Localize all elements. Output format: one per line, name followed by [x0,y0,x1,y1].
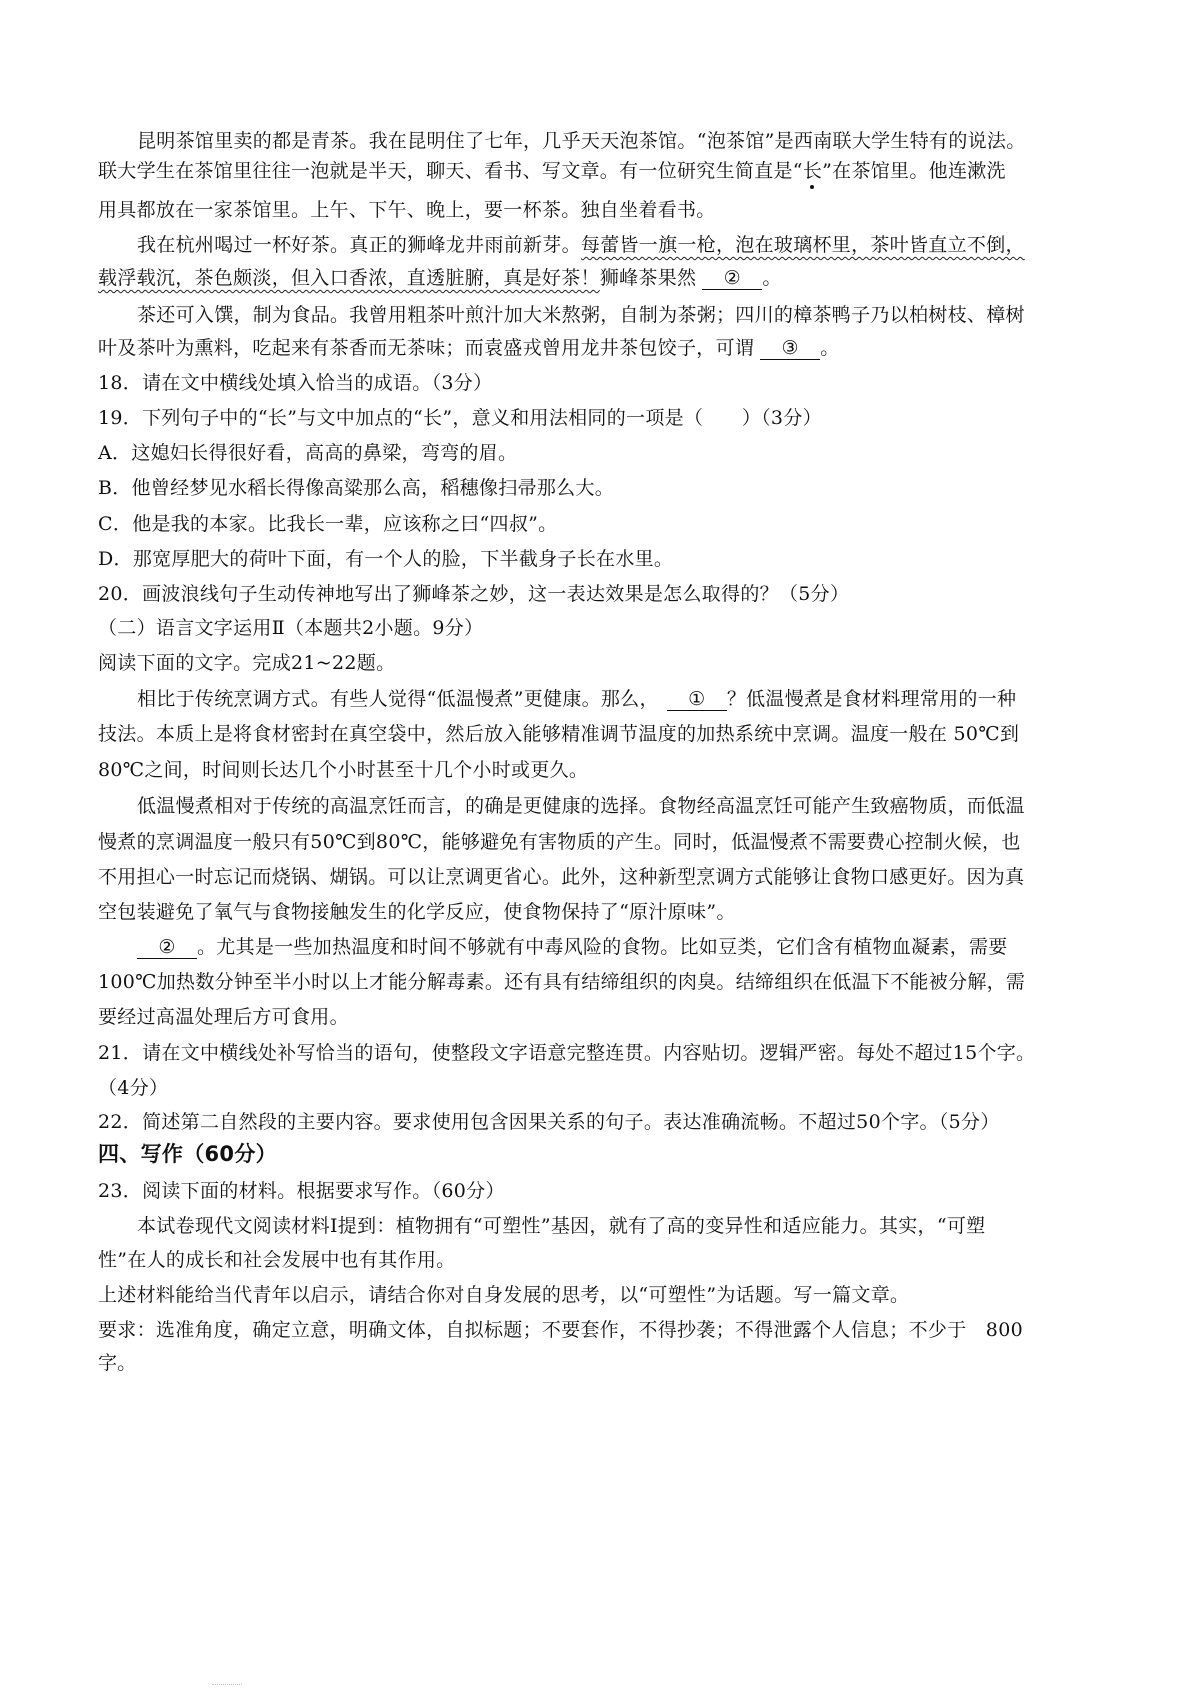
passage-line [98,335,1118,361]
passage-line: 80℃之间，时间则长达几个小时甚至十几个小时或更久。 [98,759,589,781]
material-line: 性”在人的成长和社会发展中也有其作用。 [98,1249,456,1271]
passage-line: 空包装避免了氧气与食物接触发生的化学反应，使食物保持了“原汁原味”。 [98,901,736,923]
passage-line [137,302,1118,328]
option-b: B．他曾经梦见水稻长得像高粱那么高，稻穗像扫帚那么大。 [98,477,615,499]
section-heading: （二）语言文字运用Ⅱ（本题共2小题。9分） [98,617,484,639]
question-19: 19．下列句子中的“长”与文中加点的“长”，意义和用法相同的一项是（ ）（3分） [98,407,822,429]
option-d: D．那宽厚肥大的荷叶下面，有一个人的脸，下半截身子长在水里。 [98,548,674,570]
text: 。尤其是一些加热温度和时间不够就有中毒风险的食物。比如豆类，它们含有植物血凝素，需要 [197,936,1008,958]
dotted-character: 长 [802,160,823,182]
text: 我在杭州喝过一杯好茶。真正的狮峰龙井雨前新芽。 [137,234,581,256]
wavy-underlined-sentence: 每蕾皆一旗一枪，泡在玻璃杯里，茶叶皆直立不倒， [580,234,1025,256]
question-23: 23．阅读下面的材料。根据要求写作。（60分） [98,1180,505,1202]
answer-blank[interactable]: ② [702,267,762,290]
passage-line: 要经过高温处理后方可食用。 [98,1006,349,1028]
passage-line [137,934,1118,960]
passage-line [98,265,1118,291]
text: ”在茶馆里。他连漱洗 [822,160,1006,182]
text: ？低温慢煮是食材料理常用的一种 [726,688,1017,710]
text: 相比于传统烹调方式。有些人觉得“低温慢煮”更健康。那么， [137,688,659,710]
writing-requirements: 字。 [98,1352,137,1374]
page-mark [212,1684,242,1686]
passage-line: 技法。本质上是将食材密封在真空袋中，然后放入能够精准调节温度的加热系统中烹调。温度一般在 50℃到 [98,723,1020,745]
wavy-underlined-sentence: 载浮载沉，茶色颇淡，但入口香浓，直透脏腑，真是好茶！ [98,267,600,289]
question-18: 18．请在文中横线处填入恰当的成语。（3分） [98,372,493,394]
material-line: 本试卷现代文阅读材料Ⅰ提到：植物拥有“可塑性”基因，就有了高的变异性和适应能力。其实，“可塑 [137,1215,986,1237]
answer-blank[interactable]: ② [137,936,197,959]
text: 。 [820,337,840,359]
text: 茶还可入馔，制为食品。我曾用粗茶叶煎汁加大米熬粥，自制为茶粥；四川的樟茶鸭子乃以柏树枝、樟树 [137,304,1025,326]
passage-line [98,158,1118,184]
passage-line: 不用担心一时忘记而烧锅、煳锅。可以让烹调更省心。此外，这种新型烹调方式能够让食物口感更好。因为真 [98,866,1025,888]
question-21: 21．请在文中横线处补写恰当的语句，使整段文字语意完整连贯。内容贴切。逻辑严密。每处不超过15个字。 [98,1042,1036,1064]
passage-line [137,686,1118,712]
question-21-score: （4分） [98,1077,169,1099]
text: 联大学生在茶馆里往往一泡就是半天，聊天、看书、写文章。有一位研究生简直是“ [98,160,803,182]
question-22: 22．简述第二自然段的主要内容。要求使用包含因果关系的句子。表达准确流畅。不超过50个字。（5分） [98,1111,1000,1133]
section-heading: 四、写作（60分） [98,1142,277,1166]
option-a: A．这媳妇长得很好看，高高的鼻梁，弯弯的眉。 [98,442,518,464]
passage-line [137,128,1118,154]
passage-line [137,232,1118,258]
option-c: C．他是我的本家。比我长一辈，应该称之曰“四叔”。 [98,513,558,535]
passage-line: 100℃加热数分钟至半小时以上才能分解毒素。还有具有结缔组织的肉臭。结缔组织在低温下不能被分解，需 [98,971,1026,993]
writing-requirements: 要求：选准角度，确定立意，明确文体，自拟标题；不要套作，不得抄袭；不得泄露个人信息；不少于 800 [98,1319,1023,1341]
text: 昆明茶馆里卖的都是青茶。我在昆明住了七年，几乎天天泡茶馆。“泡茶馆”是西南联大学生特有的说法。 [137,130,1026,152]
text: 用具都放在一家茶馆里。上午、下午、晚上，要一杯茶。独自坐着看书。 [98,199,716,221]
reading-instruction: 阅读下面的文字。完成21~22题。 [98,652,396,674]
writing-prompt: 上述材料能给当代青年以启示，请结合你对自身发展的思考，以“可塑性”为话题。写一篇文章。 [98,1284,910,1306]
passage-line [98,197,1118,223]
answer-blank[interactable]: ① [667,688,727,711]
text: 叶及茶叶为熏料，吃起来有茶香而无茶味；而袁盛戎曾用龙井茶包饺子，可谓 [98,337,755,359]
text: 狮峰茶果然 [599,267,697,289]
passage-line: 低温慢煮相对于传统的高温烹饪而言，的确是更健康的选择。食物经高温烹饪可能产生致癌物质，而低温 [137,795,1025,817]
text: 。 [762,267,782,289]
answer-blank[interactable]: ③ [760,337,820,360]
passage-line: 慢煮的烹调温度一般只有50℃到80℃，能够避免有害物质的产生。同时，低温慢煮不需要费心控制火候，也 [98,831,1021,853]
question-20: 20．画波浪线句子生动传神地写出了狮峰茶之妙，这一表达效果是怎么取得的？（5分） [98,583,850,605]
